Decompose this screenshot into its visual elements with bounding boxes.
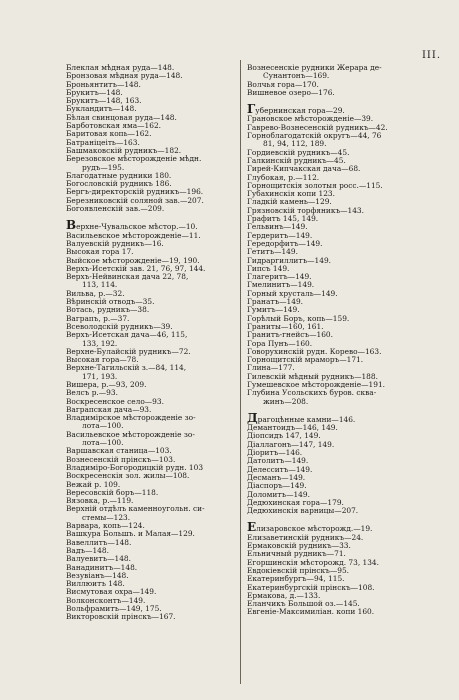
entry-text: 81, 94, 112, 189. (263, 139, 327, 149)
entry-text: Демантоидъ—146, 149. (247, 423, 338, 433)
entry-text: Воскресенскія зол. жилы—108. (66, 471, 190, 481)
entry-text: Дедюхинская гора—179. (247, 497, 344, 507)
entry-text: Діаллагонъ—147, 149. (247, 439, 335, 449)
entry-text: Горнощитскія золотыя росс.—115. (247, 180, 383, 190)
entry-text: ерхне-Чувальское мѣстор.—10. (76, 222, 198, 232)
entry-text: Букландитъ—148. (66, 104, 137, 114)
section-initial: Г (247, 102, 256, 117)
entry-text: Вознесенскій прінскъ—103. (66, 454, 176, 464)
entry-text: Брукитъ—148. (66, 87, 123, 97)
entry-text: Висмутовая охра—149. (66, 587, 157, 597)
entry-text: Бронзовая мѣдная руда—148. (66, 71, 183, 81)
entry-text: лизаровское мѣсторожд.—19. (256, 524, 373, 534)
entry-text: Гередорфитъ—149. (247, 238, 323, 248)
entry-text: Екатеринбургъ—94, 115. (247, 574, 345, 584)
entry-text: Гладкій камень—129. (247, 197, 332, 207)
entry-text: Васильевское мѣсторожденіе—11. (66, 230, 201, 240)
entry-text: Башмаковскій рудникъ—182. (66, 145, 182, 155)
entry-text: Вежай р. 109. (66, 479, 121, 489)
entry-text: Евдокіевскій прінскъ—95. (247, 565, 350, 575)
index-entry (66, 205, 236, 213)
entry-text: Всеволодскій рудникъ—39. (66, 321, 173, 331)
entry-text: Десманъ—149. (247, 472, 306, 482)
entry-text: Еланчикъ Большой оз.—145. (247, 599, 360, 609)
entry-text: лота—100. (82, 421, 124, 431)
index-entry (247, 89, 407, 97)
column-divider (240, 60, 241, 684)
entry-text: Гаврево-Вознесенскій рудникъ—42. (247, 122, 388, 132)
entry-text: Верхне-Тагильскій з.—84, 114, (66, 363, 187, 373)
entry-text: Березниковскій соляной зав.—207. (66, 195, 204, 205)
entry-text: Діопсидъ 147, 149. (247, 431, 321, 441)
entry-text: стемы—123. (82, 512, 131, 522)
entry-text: Гилевскій мѣдный рудникъ—188. (247, 371, 378, 381)
entry-text: Вишневое озеро—176. (247, 87, 335, 97)
entry-text: Волчья гора—170. (247, 79, 319, 89)
entry-text: Велсъ р.—93. (66, 388, 118, 398)
entry-text: Верхній отдѣлъ каменноугольн. си- (66, 504, 205, 514)
entry-text: Везувіанъ—148. (66, 570, 129, 580)
entry-text: Вавеллитъ—148. (66, 537, 132, 547)
section-gap (66, 213, 236, 221)
section-initial: Д (247, 410, 258, 425)
entry-text: Сунантонъ—169. (263, 71, 330, 81)
entry-text: Вязовка, р.—119. (66, 496, 134, 506)
entry-text: Глагеритъ—149. (247, 272, 312, 282)
entry-text: Горный хрусталь—149. (247, 288, 338, 298)
entry-text: Гумешевское мѣсторожденіе—191. (247, 379, 385, 389)
entry-text: Діаспоръ—149. (247, 481, 307, 491)
entry-text: Броньянтитъ—148. (66, 79, 141, 89)
index-entry (247, 608, 407, 616)
entry-text: Гмелинитъ—149. (247, 280, 315, 290)
entry-text: Батраніцеіть—163. (66, 137, 140, 147)
entry-text: Варшавская станица—103. (66, 446, 172, 456)
page-number: III. (421, 50, 441, 61)
entry-text: Верхне-Булайскій рудникъ—72. (66, 346, 191, 356)
entry-text: Ванадинитъ—148. (66, 562, 138, 572)
entry-text: убернинская гора—29. (255, 106, 345, 116)
entry-text: Глубина Усольскихъ буров. сква- (247, 388, 377, 398)
entry-text: Горноблагодатскій округъ—44, 76 (247, 131, 382, 141)
entry-text: Гипсъ 149. (247, 263, 290, 273)
entry-text: Верхъ-Нейвинская дача 22, 78, (66, 272, 189, 282)
entry-text: Ермаковскій рудникъ—33. (247, 541, 351, 551)
entry-text: Богословскій рудникъ 186. (66, 179, 172, 189)
entry-text: 133, 192. (82, 338, 118, 348)
entry-text: Виллюитъ 148. (66, 579, 125, 589)
entry-text: Верхъ-Исетскій зав. 21, 76, 97, 144. (66, 263, 206, 273)
entry-text: Владиміро-Богородицкій рудн. 103 (66, 462, 204, 472)
entry-text: Вильва, р.—32. (66, 288, 125, 298)
entry-text: Гранатъ—149. (247, 297, 303, 307)
entry-text: Евгеніе-Максимиліан. копи 160. (247, 607, 375, 617)
entry-text: Граниты—160, 161. (247, 321, 324, 331)
entry-text: Волконсконтъ—149. (66, 595, 146, 605)
index-entry-continuation (247, 398, 407, 406)
entry-text: Брукитъ—148, 163. (66, 96, 142, 106)
entry-text: Делесситъ—149. (247, 464, 313, 474)
entry-text: Графитъ 145, 149. (247, 214, 319, 224)
entry-text: Гирей-Кипчакская дача—68. (247, 164, 361, 174)
entry-text: Глубокая, р.—112. (247, 172, 320, 182)
section-initial: В (66, 218, 77, 233)
entry-text: Діоритъ—146. (247, 448, 303, 458)
entry-text: Галкинскій рудникъ—45. (247, 155, 346, 165)
entry-text: Дедюхинскія варницы—207. (247, 506, 359, 516)
entry-text: Варвара, копь—124. (66, 521, 145, 531)
section-gap (247, 515, 407, 523)
entry-text: Бѣлая свинцовая руда—148. (66, 112, 177, 122)
entry-text: Викторовскій прінскъ—167. (66, 612, 176, 622)
section-initial: Е (247, 520, 257, 535)
entry-text: Гельвинъ—149. (247, 222, 308, 232)
entry-text: Вересовскій боръ—118. (66, 487, 159, 497)
section-gap (247, 97, 407, 105)
entry-text: Высокая гора 17. (66, 247, 134, 257)
index-entry (247, 507, 407, 515)
entry-text: Бергъ-директорскій рудникъ—196. (66, 187, 204, 197)
entry-text: Горѣлый Боръ, копь—159. (247, 313, 350, 323)
index-entry (66, 613, 236, 621)
index-column-left (66, 64, 236, 622)
entry-text: Горнощитскій мраморъ—171. (247, 355, 364, 365)
entry-text: 171, 193. (82, 371, 118, 381)
entry-text: Валуевскій рудникъ—16. (66, 238, 164, 248)
entry-text: Воскресенское село—93. (66, 396, 164, 406)
entry-text: Вотась, рудникъ—38. (66, 305, 150, 315)
entry-text: Вашкура Большъ. и Малая—129. (66, 529, 195, 539)
entry-text: Вишера, р.—93, 209. (66, 379, 147, 389)
entry-text: Ваграпская дача—93. (66, 404, 152, 414)
entry-text: лота—100. (82, 438, 124, 448)
entry-text: Гранитъ-гнейсъ—160. (247, 330, 333, 340)
entry-text: Егоршинскія мѣсторожд. 73, 134. (247, 557, 379, 567)
entry-text: Ельничный рудникъ—71. (247, 549, 346, 559)
entry-text: Вольфрамитъ—149, 175. (66, 604, 162, 613)
entry-text: Гетитъ—149. (247, 247, 298, 257)
entry-text: 113, 114. (82, 280, 118, 290)
entry-text: Блеклая мѣдная руда—148. (66, 63, 175, 72)
entry-text: Грановское мѣсторожденіе—39. (247, 114, 374, 124)
entry-text: Ермакова, д.—133. (247, 590, 321, 600)
entry-text: Гора Пунъ—160. (247, 338, 313, 348)
entry-text: Благодатные рудники 180. (66, 170, 172, 180)
entry-text: Екатеринбургскій прінскъ—108. (247, 582, 375, 592)
entry-text: Датолитъ—149. (247, 456, 309, 466)
entry-text: рагоцѣнные камни—146. (257, 414, 356, 424)
entry-text: Доломитъ—149. (247, 489, 310, 499)
entry-text: Вадъ—148. (66, 545, 109, 555)
entry-text: Верхъ-Исетская дача—46, 115, (66, 330, 188, 340)
entry-text: Гордиевскій рудникъ—45. (247, 147, 350, 157)
entry-text: Высокая гора—78. (66, 355, 139, 365)
entry-text: Барботовская яма—162. (66, 121, 162, 131)
section-gap (247, 406, 407, 414)
index-column-right (247, 64, 407, 617)
entry-text: Гердеритъ—149. (247, 230, 313, 240)
entry-text: Березовское мѣсторожденіе мѣдн. (66, 154, 202, 164)
entry-text: Елизаветинскій рудникъ—24. (247, 532, 364, 542)
entry-text: Вознесенскіе рудники Жерара де- (247, 63, 382, 72)
entry-text: Васильевское мѣсторожденіе зо- (66, 429, 195, 439)
entry-text: рудъ—195. (82, 162, 125, 172)
entry-text: Владимірское мѣсторожденіе зо- (66, 413, 196, 423)
entry-text: Ваграпъ, р.—37. (66, 313, 130, 323)
entry-text: Богоявленскій зав.—209. (66, 204, 165, 214)
entry-text: жинъ—208. (263, 396, 309, 406)
entry-text: Гумитъ—149. (247, 305, 300, 315)
entry-text: Глина—177. (247, 363, 295, 373)
entry-text: Баритовая копь—162. (66, 129, 152, 139)
entry-text: Гидраргиллитъ—149. (247, 255, 331, 265)
entry-text: Губахинскія копи 123. (247, 189, 335, 199)
entry-text: Вѣринскій отводъ—35. (66, 297, 155, 307)
entry-text: Валуевитъ—148. (66, 554, 131, 564)
entry-text: Выйское мѣсторожденіе—19, 190. (66, 255, 200, 265)
entry-text: Говорухинскій рудн. Корево—163. (247, 346, 382, 356)
entry-text: Грязновскій торфяникъ—143. (247, 205, 364, 215)
